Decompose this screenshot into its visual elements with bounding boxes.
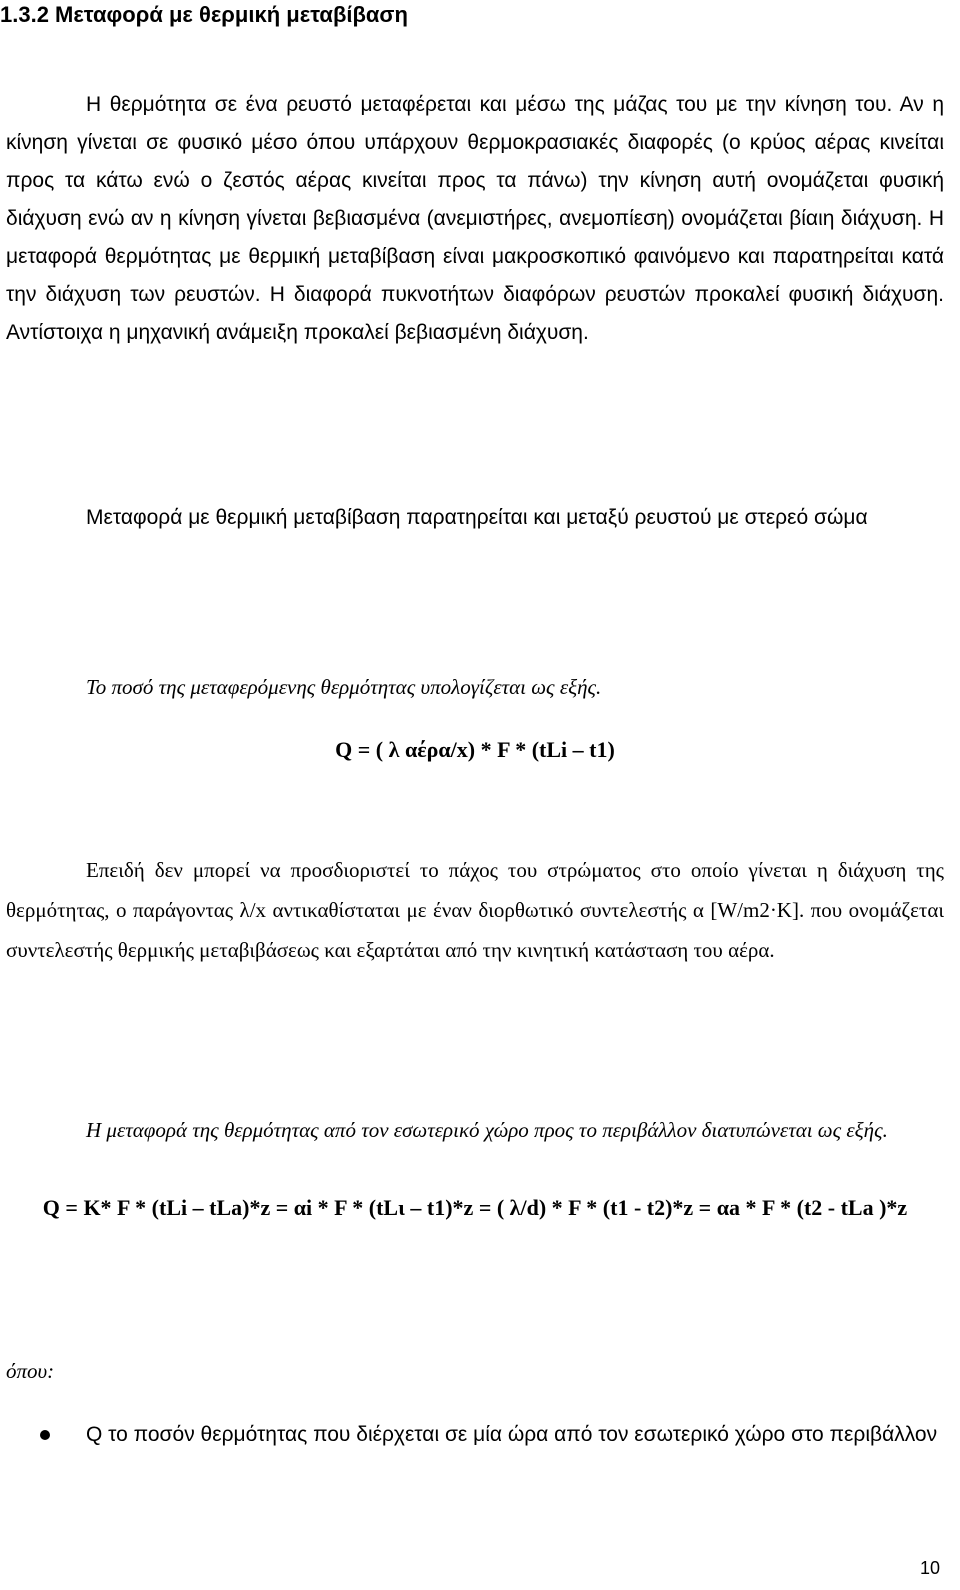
definition-list xyxy=(0,1416,944,1454)
list-item xyxy=(0,1416,944,1454)
page-number: 10 xyxy=(919,1558,940,1578)
where-label: όπου: xyxy=(6,1359,55,1383)
paragraph-heat-to-environment: Η μεταφορά της θερμότητας από τον εσωτερικό χώρο προς το περιβάλλον διατυπώνεται ως εξής. xyxy=(86,1118,888,1142)
paragraph-correction-factor: Επειδή δεν μπορεί να προσδιοριστεί το πάχος του στρώματος στο οποίο γίνεται η διάχυση της θερμότητας, ο παράγοντας λ/x αντικαθίσταται με έναν διορθωτικό συντελεστής α [W/m2·K]. που ονομάζεται συντελεστής θερμικής μεταβιβάσεως και εξαρτάται από την κινητική κατάσταση του αέρα. xyxy=(6,858,944,962)
paragraph-convection-intro: Η θερμότητα σε ένα ρευστό μεταφέρεται και μέσω της μάζας του με την κίνηση του. Αν η κίνηση γίνεται σε φυσικό μέσο όπου υπάρχουν θερμοκρασιακές διαφορές (ο κρύος αέρας κινείται προς τα κάτω ενώ ο ζεστός αέρας κινείται προς τα πάνω) την κίνηση αυτή ονομάζεται φυσική διάχυση ενώ αν η κίνηση γίνεται βεβιασμένα (ανεμιστήρες, ανεμοπίεση) ονομάζεται βίαιη διάχυση. Η μεταφορά θερμότητας με θερμική μεταβίβαση είναι μακροσκοπικό φαινόμενο και παρατηρείται κατά την διάχυση των ρευστών. Η διαφορά πυκνοτήτων διαφόρων ρευστών προκαλεί φυσική διάχυση. Αντίστοιχα η μηχανική ανάμειξη προκαλεί βεβιασμένη διάχυση. xyxy=(6,93,944,344)
paragraph-heat-amount-intro: Το ποσό της μεταφερόμενης θερμότητας υπολογίζεται ως εξής. xyxy=(86,675,602,699)
section-heading: 1.3.2 Μεταφορά με θερμική μεταβίβαση xyxy=(0,2,408,27)
list-item-text: Q το ποσόν θερμότητας που διέρχεται σε μία ώρα από τον εσωτερικό χώρο στο περιβάλλον xyxy=(86,1423,938,1446)
paragraph-fluid-solid: Μεταφορά με θερμική μεταβίβαση παρατηρείται και μεταξύ ρευστού με στερεό σώμα xyxy=(86,506,868,529)
formula-heat-transfer-full: Q = K* F * (tLi – tLa)*z = αi * F * (tLι – t1)*z = ( λ/d) * F * (t1 - t2)*z = αa * F * (t2 - tLa )*z xyxy=(42,1195,908,1220)
bullet-icon xyxy=(40,1430,50,1440)
formula-heat-transfer: Q = ( λ αέρα/x) * F * (tLi – t1) xyxy=(335,737,615,762)
